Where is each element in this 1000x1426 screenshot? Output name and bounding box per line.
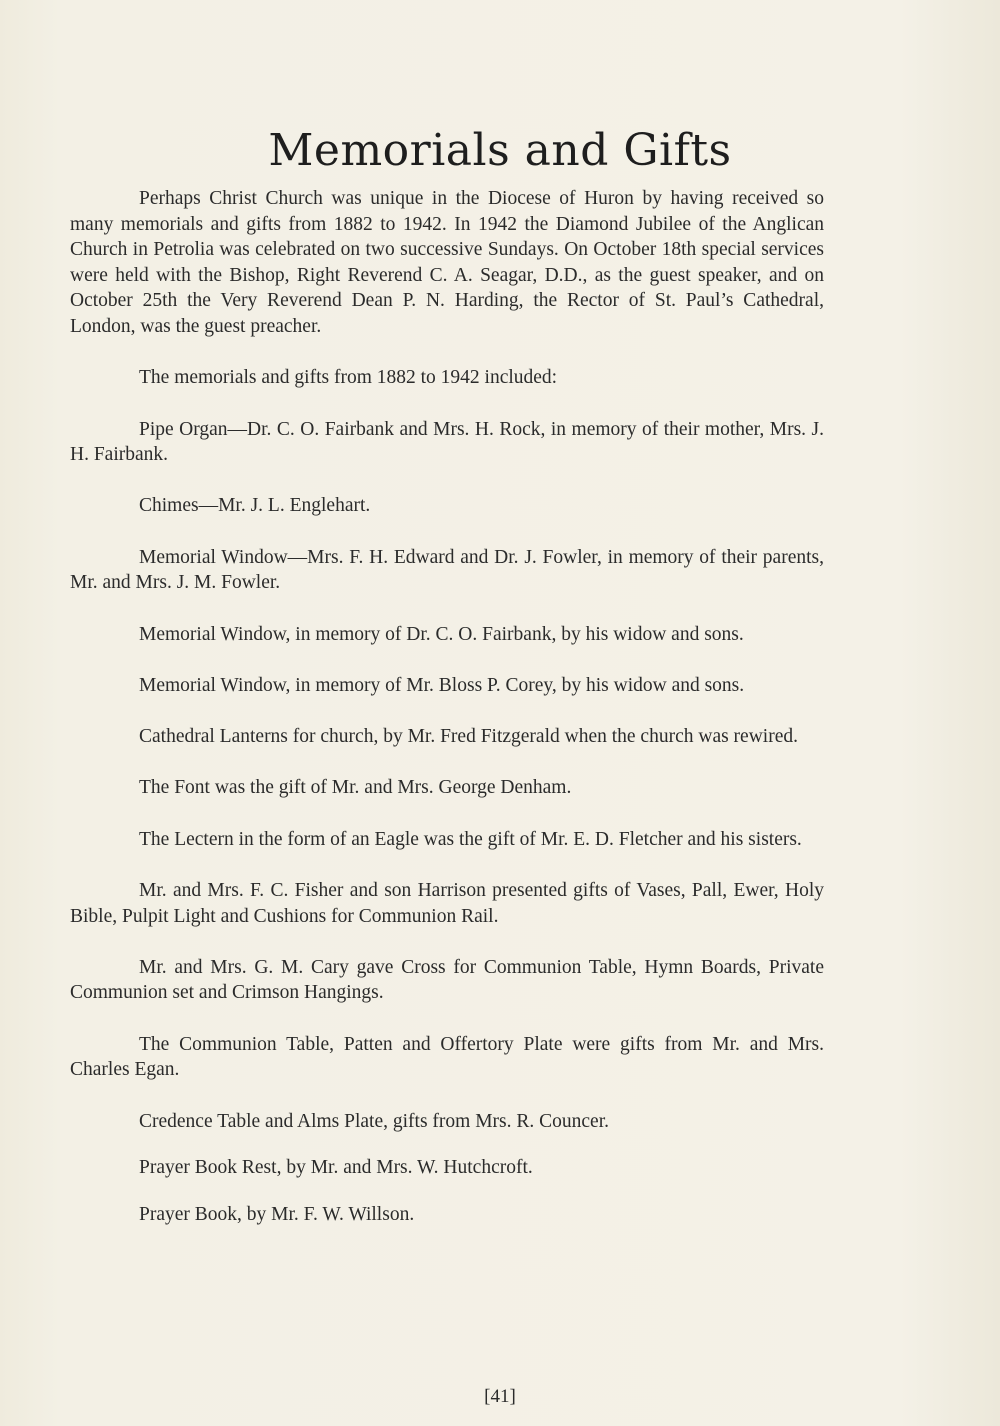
gift-entry-credence-table: Credence Table and Alms Plate, gifts from Mrs. R. Councer.	[139, 1110, 609, 1132]
page-number: [41]	[484, 1386, 516, 1407]
page-title: Memorials and Gifts	[268, 125, 732, 177]
gift-entry-lectern: The Lectern in the form of an Eagle was the gift of Mr. E. D. Fletcher and his sisters.	[139, 828, 802, 850]
gift-entry-pipe-organ: Pipe Organ—Dr. C. O. Fairbank and Mrs. H. Rock, in memory of their mother, Mrs. J. H. Fairbank.	[70, 418, 824, 466]
gift-entry-chimes: Chimes—Mr. J. L. Englehart.	[139, 495, 371, 517]
gift-entry-fisher: Mr. and Mrs. F. C. Fisher and son Harrison presented gifts of Vases, Pall, Ewer, Holy Bible, Pulpit Light and Cushions for Communion Rail.	[70, 879, 824, 927]
gift-entry-cathedral-lanterns: Cathedral Lanterns for church, by Mr. Fred Fitzgerald when the church was rewired.	[139, 726, 798, 748]
gift-entry-prayer-book: Prayer Book, by Mr. F. W. Willson.	[139, 1203, 415, 1225]
gift-entry-communion-table: The Communion Table, Patten and Offertory Plate were gifts from Mr. and Mrs. Charles Egan.	[70, 1033, 824, 1081]
gift-entry-prayer-book-rest: Prayer Book Rest, by Mr. and Mrs. W. Hutchcroft.	[139, 1157, 533, 1179]
list-intro-paragraph: The memorials and gifts from 1882 to 1942 included:	[139, 367, 558, 389]
gift-entry-memorial-window-fowler: Memorial Window—Mrs. F. H. Edward and Dr. J. Fowler, in memory of their parents, Mr. and Mrs. J. M. Fowler.	[70, 546, 824, 594]
gift-entry-memorial-window-fairbank: Memorial Window, in memory of Dr. C. O. Fairbank, by his widow and sons.	[139, 623, 744, 645]
gift-entry-memorial-window-corey: Memorial Window, in memory of Mr. Bloss P. Corey, by his widow and sons.	[139, 674, 745, 696]
body-text	[70, 186, 824, 1248]
gift-entry-cary: Mr. and Mrs. G. M. Cary gave Cross for Communion Table, Hymn Boards, Private Communion set and Crimson Hangings.	[70, 956, 824, 1004]
intro-paragraph: Perhaps Christ Church was unique in the Diocese of Huron by having received so many memorials and gifts from 1882 to 1942. In 1942 the Diamond Jubilee of the Anglican Church in Petrolia was celebrated on two successive Sundays. On October 18th special services were held with the Bishop, Right Reverend C. A. Seagar, D.D., as the guest speaker, and on October 25th the Very Reverend Dean P. N. Harding, the Rector of St. Paul’s Cathedral, London, was the guest preacher.	[70, 188, 824, 337]
gift-entry-font: The Font was the gift of Mr. and Mrs. George Denham.	[139, 777, 572, 799]
